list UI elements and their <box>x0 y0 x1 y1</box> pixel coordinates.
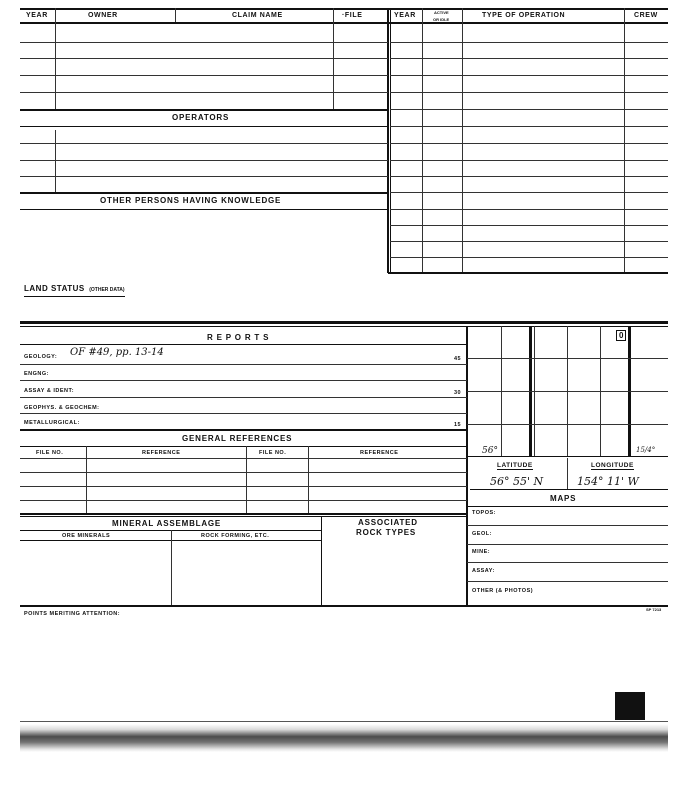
other-persons-heading: OTHER PERSONS HAVING KNOWLEDGE <box>100 196 282 205</box>
gr-file-no-1: FILE NO. <box>36 450 64 456</box>
maps-topos: TOPOS: <box>472 510 496 516</box>
col-or-idle: OR IDLE <box>433 17 450 22</box>
general-references-heading: GENERAL REFERENCES <box>182 434 293 443</box>
engng-label: ENGNG: <box>24 371 49 377</box>
metallurgical-label: METALLURGICAL: <box>24 420 80 426</box>
mineral-assemblage-heading: MINERAL ASSEMBLAGE <box>112 519 222 528</box>
gr-file-no-2: FILE NO. <box>259 450 287 456</box>
associated-label: ASSOCIATED <box>358 518 418 527</box>
latitude-label: LATITUDE <box>497 462 533 469</box>
col-owner: OWNER <box>88 12 118 19</box>
land-status-label: LAND STATUS <box>24 284 85 293</box>
geophys-label: GEOPHYS. & GEOCHEM: <box>24 405 100 411</box>
col-file: ·FILE <box>342 12 363 19</box>
assay-label: ASSAY & IDENT: <box>24 388 75 394</box>
scan-line <box>20 721 668 722</box>
form-code: SP 7213 <box>646 607 662 612</box>
geology-label: GEOLOGY: <box>24 354 58 360</box>
col-year: YEAR <box>26 12 48 19</box>
reports-heading: R E P O R T S <box>207 333 270 342</box>
col-crew: CREW <box>634 12 658 19</box>
col-claim-name: CLAIM NAME <box>232 12 283 19</box>
maps-heading: MAPS <box>550 494 577 503</box>
longitude-label: LONGITUDE <box>591 462 634 469</box>
scan-block <box>615 692 645 720</box>
col-type-of-operation: TYPE OF OPERATION <box>482 12 566 19</box>
geology-value: OF #49, pp. 13-14 <box>70 347 164 358</box>
maps-geol: GEOL: <box>472 531 492 537</box>
col-active: ACTIVE <box>434 10 449 15</box>
geology-num: 45 <box>454 356 462 362</box>
assay-num: 30 <box>454 390 462 396</box>
scan-smear <box>20 724 668 752</box>
grid-left-coord: 56° <box>482 446 498 456</box>
col-year-2: YEAR <box>394 12 416 19</box>
maps-other: OTHER (& PHOTOS) <box>472 588 534 594</box>
longitude-value: 154° 11' W <box>577 475 639 488</box>
points-meriting-attention: POINTS MERITING ATTENTION: <box>24 611 121 617</box>
gr-reference-1: REFERENCE <box>142 450 181 456</box>
land-status <box>24 278 125 297</box>
rock-forming-label: ROCK FORMING, ETC. <box>201 533 270 539</box>
gr-reference-2: REFERENCE <box>360 450 399 456</box>
rock-types-label: ROCK TYPES <box>356 528 417 537</box>
maps-assay: ASSAY: <box>472 568 495 574</box>
ore-minerals-label: ORE MINERALS <box>62 533 111 539</box>
operators-heading: OPERATORS <box>172 113 230 122</box>
land-status-sub: (OTHER DATA) <box>89 287 125 293</box>
grid-right-coord: 15/4° <box>636 446 656 454</box>
metallurgical-num: 15 <box>454 422 462 428</box>
latitude-value: 56° 55' N <box>490 475 544 488</box>
maps-mine: MINE: <box>472 549 491 555</box>
location-marker-box: 0 <box>616 330 626 341</box>
